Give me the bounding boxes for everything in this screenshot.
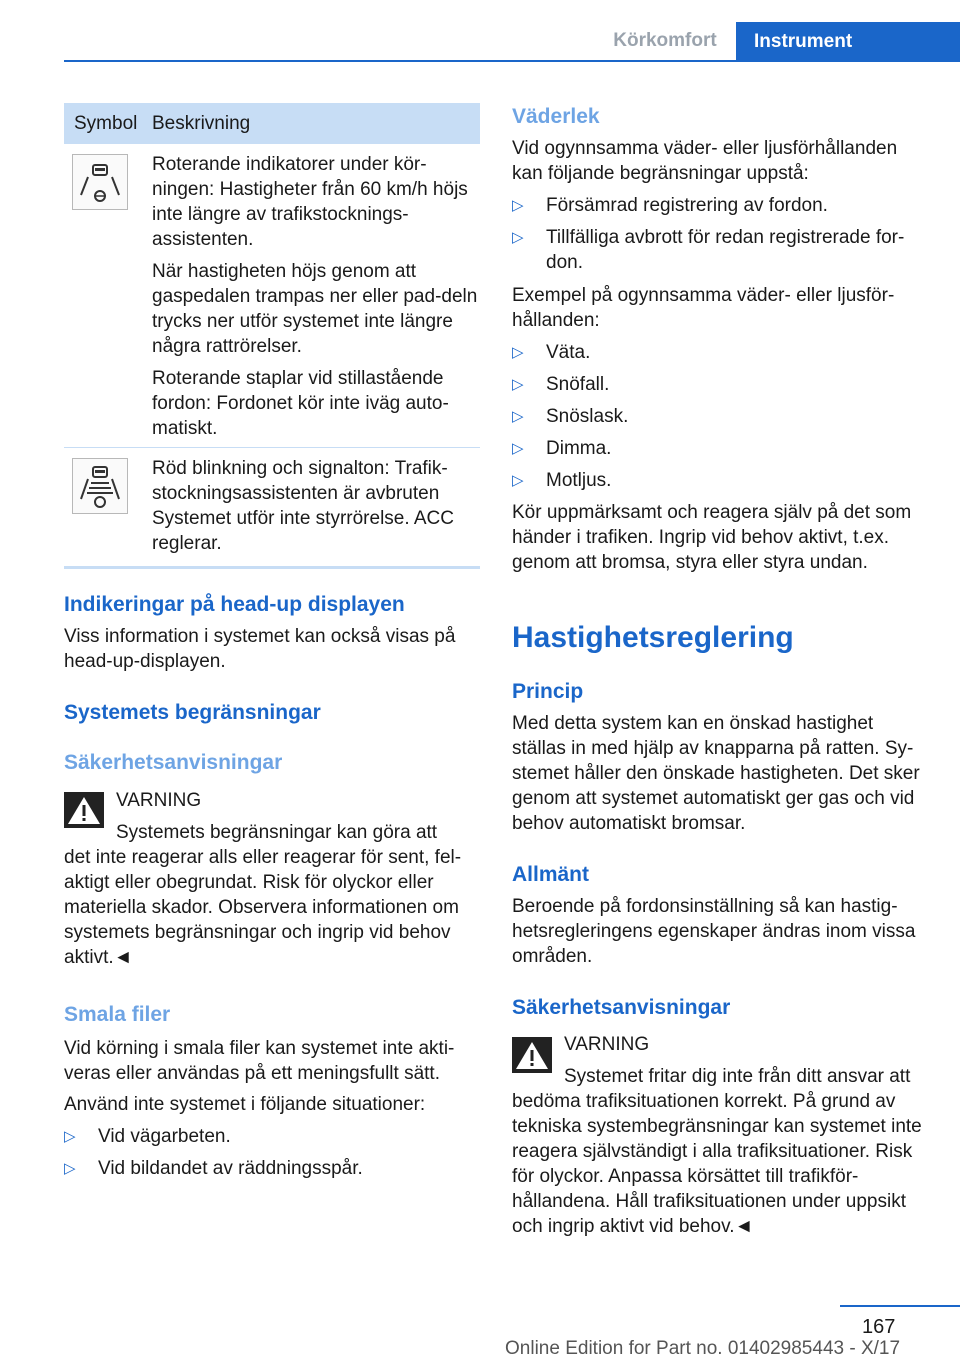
arrow-bullet-icon: ▷ (512, 344, 524, 361)
list-weather-examples (512, 340, 928, 493)
list-item-text: Vid vägarbeten. (98, 1126, 231, 1147)
edition-note: Online Edition for Part no. 01402985443 - X/17 (505, 1338, 901, 1359)
paragraph-examples: Exempel på ogynnsamma väder- eller ljusför-hållanden: (512, 285, 895, 331)
list-item-text: Försämrad registrering av fordon. (546, 195, 828, 216)
table-cell-description (152, 448, 480, 566)
warning-triangle-icon (512, 1037, 552, 1073)
list-item (512, 436, 928, 461)
paragraph-weather: Vid ogynnsamma väder- eller ljusförhållanden kan följande begränsningar uppstå: (512, 138, 898, 184)
arrow-bullet-icon: ▷ (512, 440, 524, 457)
arrow-bullet-icon: ▷ (512, 229, 524, 246)
warning-text-right-2: bedöma trafiksituationen korrekt. På grund av tekniska systembegränsningar kan systemet inte reagera självständigt i alla trafiksituationer. Risk för olyckor. Anpassa körsättet till trafikför-hållandena. Håll trafiksituationen under uppsikt och ingrip aktivt vid behov.◄ (512, 1091, 922, 1237)
paragraph-general: Beroende på fordonsinställning så kan hastig-hetsregleringens egenskaper ändras inom vissa områden. (512, 896, 916, 967)
paragraph-hud: Viss information i systemet kan också visas på head-up-displayen. (64, 626, 456, 672)
list-item-text: Vid bildandet av räddningsspår. (98, 1158, 363, 1179)
table-header (64, 103, 480, 144)
arrow-bullet-icon: ▷ (64, 1128, 76, 1145)
heading-hud-indications: Indikeringar på head-up displayen (64, 593, 405, 616)
table-bottom-rule (64, 566, 480, 569)
list-item-text: Väta. (546, 342, 591, 363)
header-rule (64, 60, 960, 62)
warning-title-right: VARNING (564, 1034, 650, 1055)
list-item-text: Motljus. (546, 470, 612, 491)
table-header-symbol: Symbol (74, 112, 138, 134)
arrow-bullet-icon: ▷ (512, 376, 524, 393)
table-row (64, 144, 480, 448)
warning-text-right-1: Systemet fritar dig inte från ditt ansvar att (564, 1066, 911, 1087)
symbol-table (64, 103, 480, 569)
description-paragraph: Roterande indikatorer under kör-ningen: Hastigheter från 60 km/h höjs inte längre av trafikstocknings-assistenten. (152, 154, 468, 250)
paragraph-narrow-lanes: Vid körning i smala filer kan systemet inte akti-veras eller användas på ett meningsfullt sätt. (64, 1038, 455, 1084)
heading-safety-left: Säkerhetsanvisningar (64, 751, 283, 774)
heading-safety-right: Säkerhetsanvisningar (512, 996, 731, 1019)
paragraph-principle: Med detta system kan en önskad hastighet ställas in med hjälp av knapparna på ratten. Sy-stemet håller den önskade hastigheten. Det sker genom att systemet automatiskt ger gas och vid behov automatiskt bromsar. (512, 713, 920, 834)
list-item-text: Tillfälliga avbrott för redan registrerade for-don. (546, 227, 905, 273)
list-do-not-use (64, 1124, 480, 1181)
heading-weather: Väderlek (512, 105, 600, 128)
tab-korkomfort[interactable]: Körkomfort (613, 30, 717, 51)
list-item (512, 404, 928, 429)
table-header-description: Beskrivning (152, 112, 251, 134)
traffic-jam-assistant-icon (72, 154, 128, 210)
arrow-bullet-icon: ▷ (512, 472, 524, 489)
warning-title-left: VARNING (116, 790, 202, 811)
traffic-jam-assistant-red-icon (72, 458, 128, 514)
table-cell-symbol (64, 144, 152, 447)
heading-general: Allmänt (512, 863, 590, 886)
list-item-text: Snöfall. (546, 374, 610, 395)
table-row (64, 448, 480, 566)
arrow-bullet-icon: ▷ (64, 1160, 76, 1177)
heading-cruise-control: Hastighetsreglering (512, 621, 794, 654)
table-cell-description (152, 144, 480, 447)
list-limitations (512, 193, 928, 275)
page-number: 167 (862, 1316, 896, 1338)
description-paragraph: Röd blinkning och signalton: Trafik-stockningsassistenten är avbruten Systemet utför inte styrrörelse. ACC reglerar. (152, 458, 454, 554)
arrow-bullet-icon: ▷ (512, 197, 524, 214)
warning-triangle-icon (64, 792, 104, 828)
tab-instrument[interactable]: Instrument (736, 22, 960, 62)
paragraph-attention: Kör uppmärksamt och reagera själv på det som händer i trafiken. Ingrip vid behov aktivt, t.ex. genom att bromsa, styra eller styra undan. (512, 502, 912, 573)
list-item (512, 372, 928, 397)
heading-principle: Princip (512, 680, 584, 703)
table-cell-symbol (64, 448, 152, 566)
heading-narrow-lanes: Smala filer (64, 1003, 171, 1026)
arrow-bullet-icon: ▷ (512, 408, 524, 425)
list-item (64, 1124, 480, 1149)
list-item (64, 1156, 480, 1181)
description-paragraph: Roterande staplar vid stillastående fordon: Fordonet kör inte iväg auto-matiskt. (152, 368, 449, 439)
list-item (512, 340, 928, 365)
footer-rule (840, 1305, 960, 1307)
paragraph-do-not-use: Använd inte systemet i följande situationer: (64, 1094, 426, 1115)
warning-text-left-1: Systemets begränsningar kan göra att (116, 822, 438, 843)
list-item-text: Dimma. (546, 438, 612, 459)
list-item (512, 225, 928, 275)
list-item (512, 468, 928, 493)
heading-system-limits: Systemets begränsningar (64, 701, 321, 724)
list-item (512, 193, 928, 218)
warning-text-left-2: det inte reagerar alls eller reagerar för sent, fel-aktigt eller obegrundat. Risk för olyckor eller materiella skador. Observera informationen om systemets begränsningar och ingrip vid behov aktivt.◄ (64, 847, 462, 968)
description-paragraph: När hastigheten höjs genom att gaspedalen trampas ner eller pad-deln trycks ner utför systemet inte längre några rattrörelser. (152, 261, 478, 357)
list-item-text: Snöslask. (546, 406, 629, 427)
